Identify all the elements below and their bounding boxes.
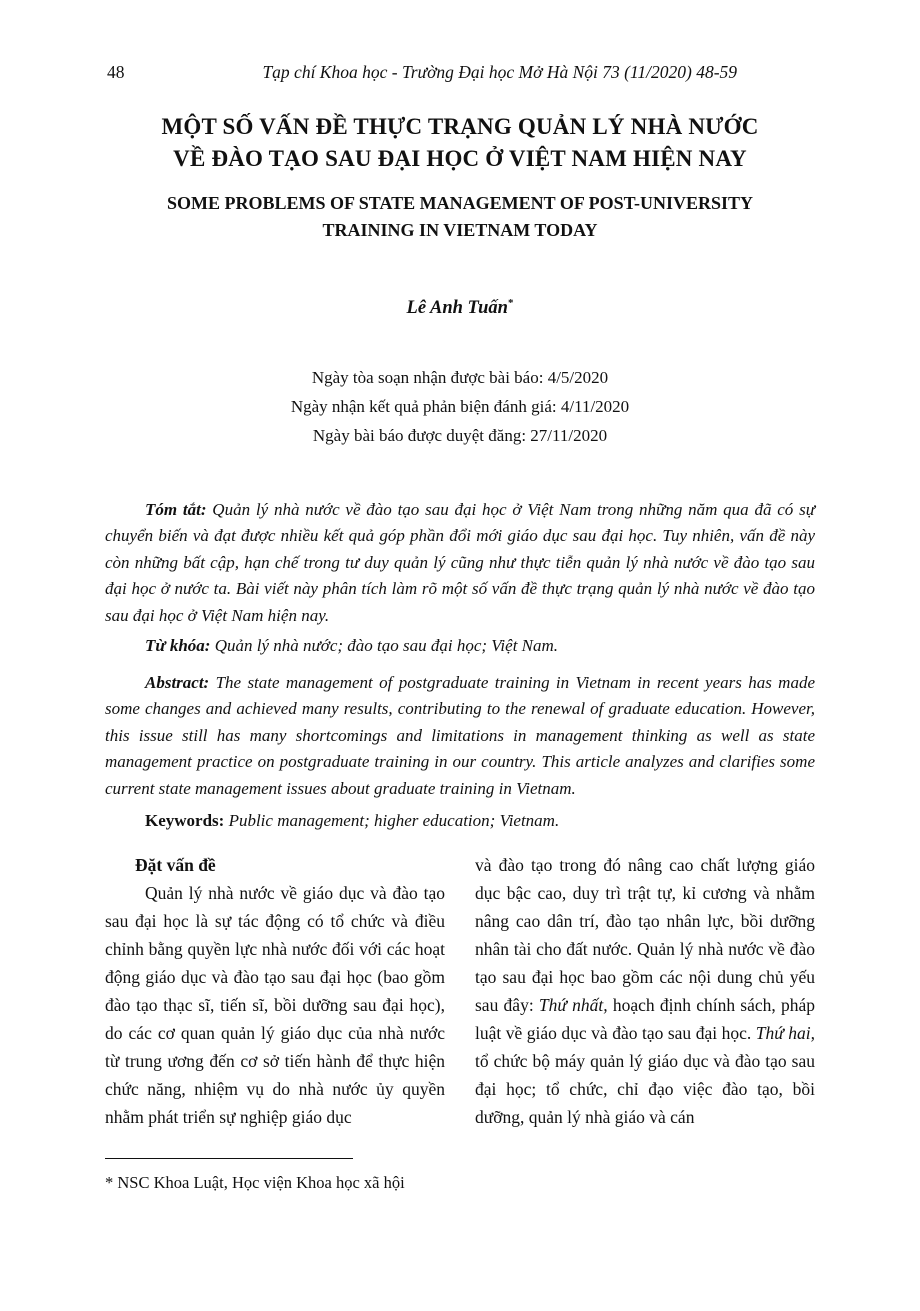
title-vi-line2: VỀ ĐÀO TẠO SAU ĐẠI HỌC Ở VIỆT NAM HIỆN NAY [173,145,747,171]
submission-dates [105,363,815,451]
abstract-vi-text: Quản lý nhà nước về đào tạo sau đại học ở Việt Nam trong những năm qua đã có sự chuyển biến và đạt được nhiều kết quả góp phần đổi mới giáo dục sau đại học. Tuy nhiên, vấn đề này còn những bất cập, hạn chế trong tư duy quản lý cũng như thực tiễn quản lý nhà nước về đào tạo sau đại học ở nước ta. Bài viết này phân tích làm rõ một số vấn đề thực trạng quản lý nhà nước về đào tạo sau đại học ở Việt Nam hiện nay. [105,499,815,625]
abstract-section [105,497,815,835]
section-heading: Đặt vấn đề [135,854,216,875]
title-vi-line1: MỘT SỐ VẤN ĐỀ THỰC TRẠNG QUẢN LÝ NHÀ NƯỚC [161,114,759,139]
page-header [105,62,815,83]
keywords-en-label: Keywords: [145,811,225,831]
title-en-line1: SOME PROBLEMS OF STATE MANAGEMENT OF POST-UNIVERSITY [166,193,754,214]
keywords-vietnamese [105,633,815,660]
author-name [105,297,815,319]
body-paragraph-left: Quản lý nhà nước về giáo dục và đào tạo sau đại học là sự tác động có tổ chức và điều chỉnh bằng quyền lực nhà nước đối với các hoạt động giáo dục và đào tạo sau đại học (bao gồm đào tạo thạc sĩ, tiến sĩ, bồi dưỡng sau đại học), do các cơ quan quản lý giáo dục của nhà nước từ trung ương đến cơ sở tiến hành để thực hiện chức năng, nhiệm vụ do nhà nước ủy quyền nhằm phát triển sự nghiệp giáo dục [105,882,445,1127]
article-body-columns [105,851,815,1131]
page-number: 48 [107,62,125,82]
date-received: Ngày tòa soạn nhận được bài báo: 4/5/2020 [311,367,609,387]
article-title-english [105,190,815,242]
body-right-seg5: tổ chức bộ máy quản lý giáo dục và đào tạo sau đại học; tổ chức, chỉ đạo việc đào tạo, bồi dưỡng, quản lý nhà giáo và cán [475,1050,815,1127]
footnote [105,1158,525,1193]
keywords-vi-text: Quản lý nhà nước; đào tạo sau đại học; Việt Nam. [210,636,559,656]
keywords-vi-label: Từ khóa: [145,636,211,656]
body-column-right [475,851,815,1131]
journal-header-line: Tạp chí Khoa học - Trường Đại học Mở Hà Nội 73 (11/2020) 48-59 [262,62,738,82]
article-title-vietnamese [105,111,815,174]
abstract-vietnamese [105,497,815,630]
title-en-line2: TRAINING IN VIETNAM TODAY [322,219,598,240]
abstract-en-label: Abstract: [145,672,210,692]
footnote-text: * NSC Khoa Luật, Học viện Khoa học xã hội [105,1173,405,1192]
body-paragraph-right [475,851,815,1131]
author-affiliation-mark: * [507,296,514,309]
abstract-vi-label: Tóm tắt: [145,499,207,519]
body-right-seg3: hoạch định chính sách, pháp luật về giáo dục và đào tạo sau đại học. [475,994,815,1043]
keywords-english [105,808,815,835]
date-accepted: Ngày bài báo được duyệt đăng: 27/11/2020 [312,426,608,446]
keywords-en-text: Public management; higher education; Vietnam. [224,811,560,831]
body-right-seg2-italic: Thứ nhất, [538,994,608,1015]
footnote-divider [105,1158,353,1159]
body-right-seg1: và đào tạo trong đó nâng cao chất lượng giáo dục bậc cao, duy trì trật tự, kỉ cương và nhằm nâng cao dân trí, đào tạo nhân lực, bồi dưỡng nhân tài cho đất nước. Quản lý nhà nước về đào tạo sau đại học bao gồm các nội dung chủ yếu sau đây: [475,854,815,1015]
body-right-seg4-italic: Thứ hai, [755,1022,816,1043]
abstract-english [105,670,815,803]
date-reviewed: Ngày nhận kết quả phản biện đánh giá: 4/11/2020 [290,397,630,417]
abstract-en-text: The state management of postgraduate training in Vietnam in recent years has made some changes and achieved many results, contributing to the renewal of graduate education. However, this issue still has many shortcomings and limitations in management thinking as well as state management practice on postgraduate training in our country. This article analyzes and clarifies some current state management issues about graduate training in Vietnam. [105,672,815,798]
author-name-text: Lê Anh Tuấn [406,297,508,318]
body-column-left [105,851,445,1131]
